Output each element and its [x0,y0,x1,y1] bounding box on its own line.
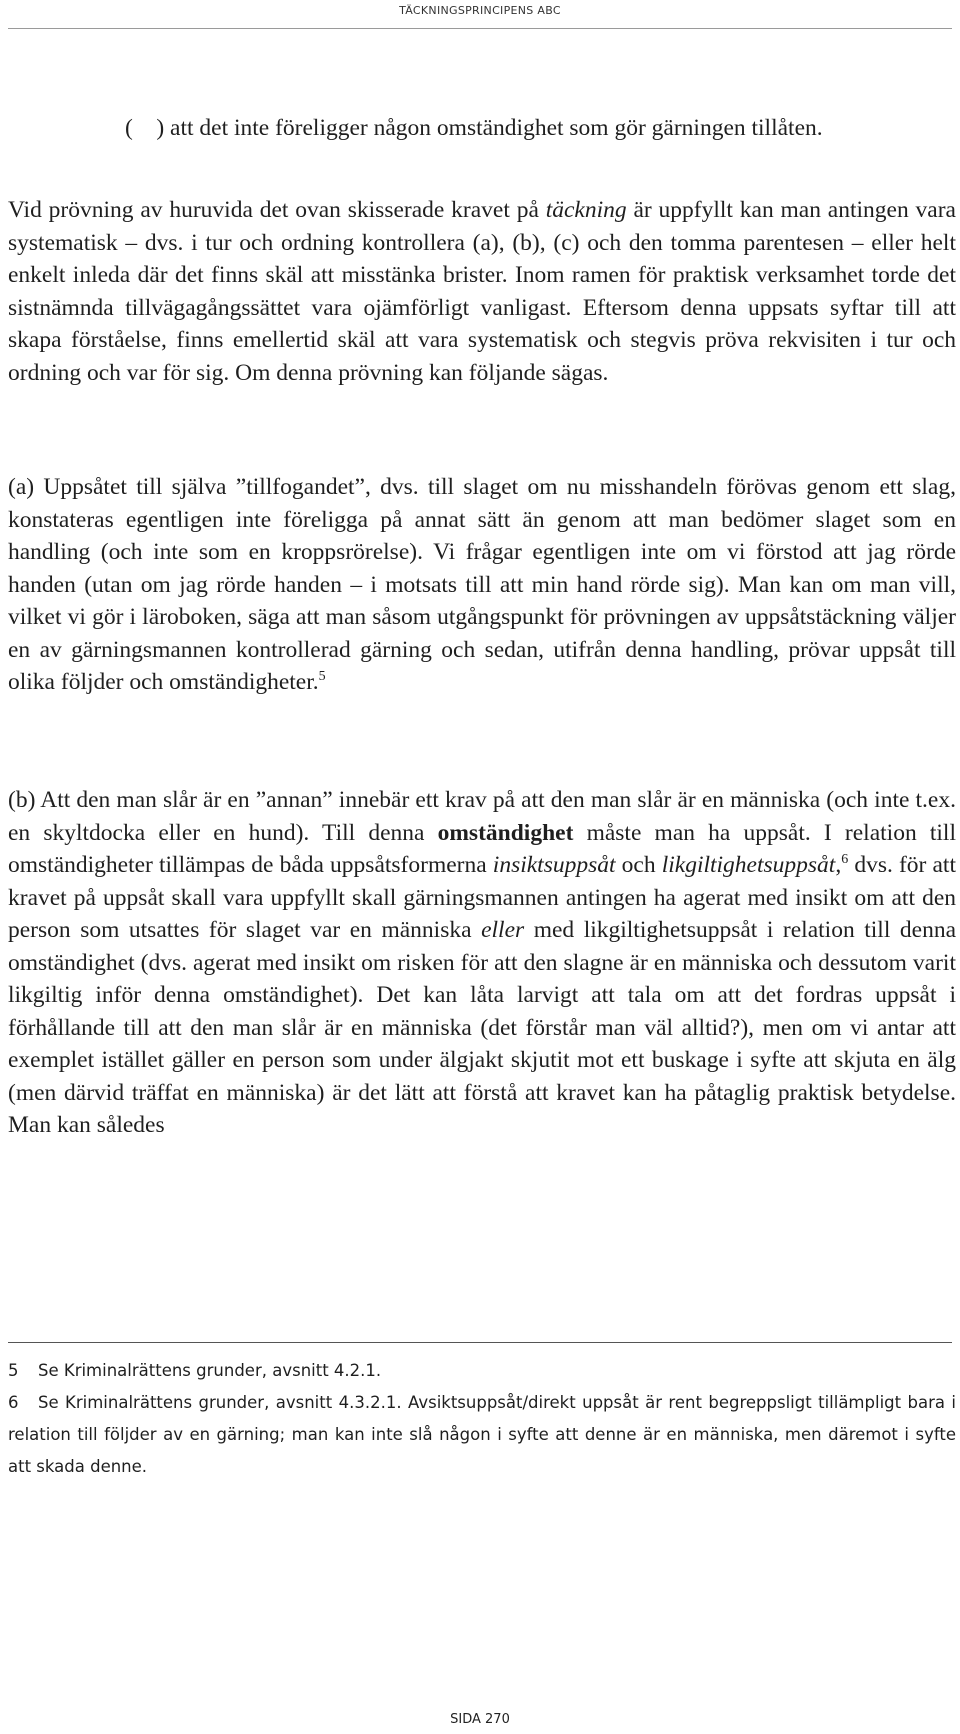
footnote-ref[interactable]: 5 [318,669,326,684]
footnote-number: 5 [8,1361,19,1380]
paragraph-text: , [835,852,842,878]
footnote-divider [8,1342,952,1343]
list-item-blank [125,112,845,145]
paragraph-text: Vid prövning av huruvida det ovan skisserade kravet på [8,197,546,223]
paragraph-2 [8,471,956,699]
italic-term: likgiltighetsuppsåt [661,852,836,878]
paragraph-text: är uppfyllt kan man antingen vara systematisk – dvs. i tur och ordning kontrollera (a), (b), (c) och den tomma parentesen – eller helt enkelt inleda där det finns skäl att misstänka brister. Inom ramen för praktisk verksamhet torde det sistnämnda tillvägagångssättet vara ojämförligt vanligast. Eftersom denna uppsats syftar till att skapa förståelse, finns emellertid skäl att vara systematisk och stegvis pröva rekvisiten i tur och ordning och var för sig. Om denna prövning kan följande sägas. [8,197,956,386]
italic-term: täckning [545,197,627,223]
paragraph-3 [8,784,956,1142]
header-divider [8,28,952,29]
paragraph-text: och [615,852,662,878]
paragraph-text: med likgiltighetsuppsåt i relation till denna omständighet (dvs. agerat med insikt om risken för att den slagne är en människa och dessutom varit likgiltig inför denna omständighet). Det kan låta larvigt att tala om att det fordras uppsåt i förhållande till att den man slår är en människa (det förstår man väl alltid?), men om vi antar att exemplet istället gäller en person som under älgjakt skjutit mot ett buskage i syfte att skjuta en älg (men därvid träffat en människa) är det lätt att förstå att kravet kan ha påtaglig praktisk betydelse. Man kan således [8,917,957,1138]
paragraph-text: måste man ha uppsåt. I relation till omständigheter tillämpas de båda uppsåtsformerna [8,819,956,878]
paragraph-text: (a) Uppsåtet till själva ”tillfogandet”, dvs. till slaget om nu misshandeln förövas genom ett slag, konstateras egentligen inte föreligga på annat sätt än genom att man bedömer slaget som en handling (och inte som en kroppsrörelse). Vi frågar egentligen inte om vi förstod att jag rörde handen (utan om jag rörde handen – i motsats till att min hand rörde sig). Man kan om man vill, vilket vi gör i läroboken, säga att man såsom utgångspunkt för prövningen av uppsåtstäckning väljer en av gärningsmannen kontrollerad gärning och sedan, utifrån denna handling, prövar uppsåt till olika följder och omständigheter. [8,474,956,695]
paragraph-text: dvs. för att kravet på uppsåt skall vara uppfyllt skall gärningsmannen antingen ha agerat med insikt om att den person som utsattes för slaget var en människa [8,852,956,943]
paragraph-1 [8,194,956,389]
footnote-text: Se Kriminalrättens grunder, avsnitt 4.2.1. [38,1361,382,1380]
italic-term: eller [481,917,525,943]
paragraph-text: (b) Att den man slår är en ”annan” innebär ett krav på att den man slår är en människa (och inte t.ex. en skyltdocka eller en hund). Till denna [8,787,956,846]
footnote-number: 6 [8,1393,19,1412]
footnotes [8,1355,956,1483]
footnote-ref[interactable]: 6 [841,852,849,867]
running-header: TÄCKNINGSPRINCIPENS ABC [399,4,561,17]
page-number: SIDA 270 [450,1712,510,1727]
footnote-5 [8,1355,956,1387]
footnote-text: Se Kriminalrättens grunder, avsnitt 4.3.2.1. Avsiktsuppsåt/direkt uppsåt är rent begreppsligt tillämpligt bara i relation till följder av en gärning; man kan inte slå någon i syfte att denne är en människa, men däremot i syfte att skada denne. [8,1393,956,1476]
italic-term: insiktsuppsåt [492,852,616,878]
footnote-6 [8,1387,956,1483]
list-item-text: ( ) att det inte föreligger någon omständighet som gör gärningen tillåten. [125,115,823,141]
bold-term: omständighet [437,819,574,846]
